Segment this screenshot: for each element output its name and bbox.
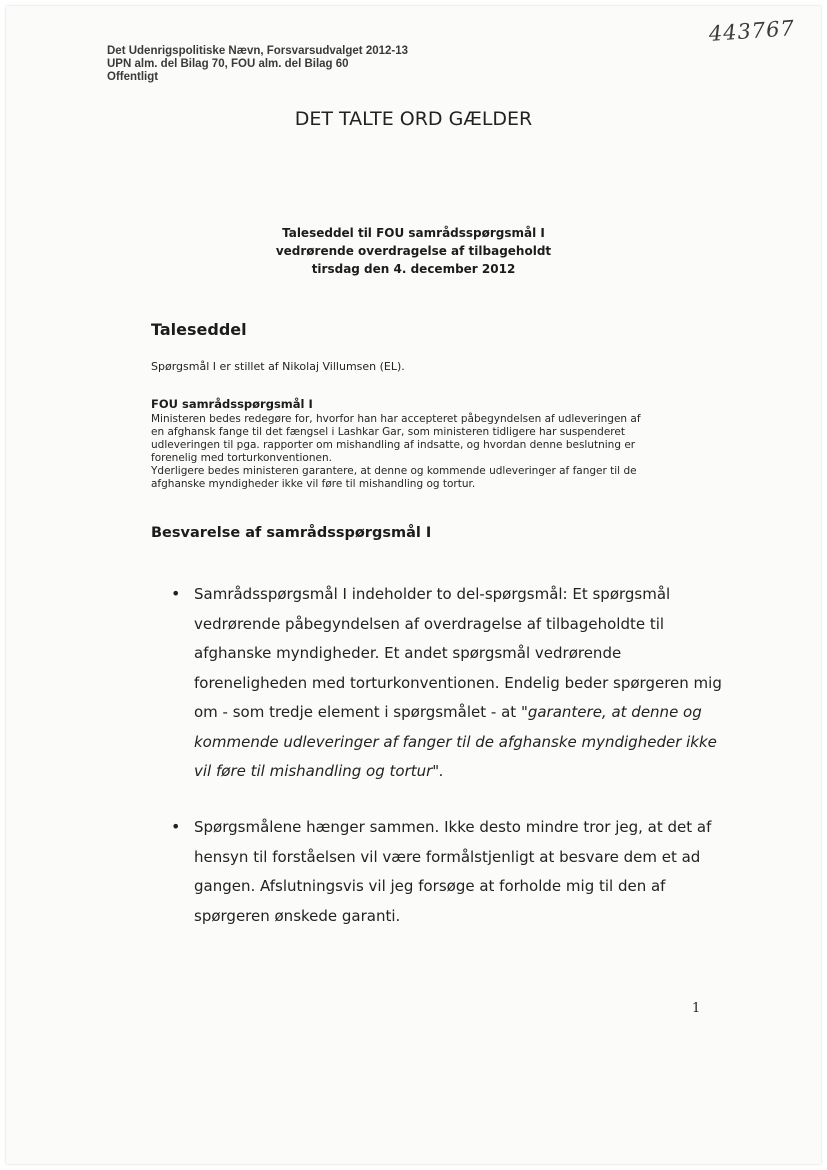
- title-line-1: Taleseddel til FOU samrådsspørgsmål I: [282, 226, 545, 240]
- section-heading-answer: Besvarelse af samrådsspørgsmål I: [151, 525, 432, 541]
- quoted-guarantee: "garantere, at denne og: [520, 703, 702, 721]
- question-line: afghanske myndigheder ikke vil føre til mishandling og tortur.: [151, 478, 476, 490]
- bullet-line: spørgeren ønskede garanti.: [194, 906, 401, 925]
- handwritten-number: 443767: [708, 15, 796, 46]
- document-title: [0, 224, 827, 278]
- page-number: 1: [692, 1001, 701, 1016]
- spoken-word-notice: DET TALTE ORD GÆLDER: [294, 108, 533, 130]
- bullet-line: hensyn til forståelsen vil være formålstjenligt at besvare dem et ad: [194, 847, 701, 866]
- bullet-icon: •: [171, 584, 181, 603]
- question-line: Yderligere bedes ministeren garantere, at denne og kommende udleveringer af fanger til de: [151, 465, 637, 477]
- bullet-line: vedrørende påbegyndelsen af overdragelse af tilbageholdte til: [194, 614, 665, 633]
- title-line-2: vedrørende overdragelse af tilbageholdt: [275, 244, 552, 258]
- bullet-line-quote: kommende udleveringer af fanger til de afghanske myndigheder ikke: [194, 732, 717, 751]
- bullet-line-plain: om - som tredje element i spørgsmålet - at: [194, 703, 521, 721]
- header-line-status: Offentligt: [107, 71, 159, 83]
- question-line: udleveringen til pga. rapporter om mishandling af indsatte, og hvordan denne beslutning er: [151, 439, 636, 451]
- question-line: en afghansk fange til det fængsel i Lashkar Gar, som ministeren tidligere har suspenderet: [151, 426, 625, 438]
- question-line: Ministeren bedes redegøre for, hvorfor han har accepteret påbegyndelsen af udleveringen af: [151, 413, 641, 425]
- section-heading-taleseddel: Taleseddel: [151, 320, 247, 339]
- bullet-line: foreneligheden med torturkonventionen. Endelig beder spørgeren mig: [194, 673, 722, 692]
- bullet-line: [194, 698, 722, 728]
- document-header: [107, 45, 408, 84]
- asked-by-text: Spørgsmål I er stillet af Nikolaj Villumsen (EL).: [151, 360, 405, 373]
- bullet-line-quote: vil føre til mishandling og tortur".: [194, 762, 444, 780]
- bullet-paragraph-1: [194, 580, 722, 787]
- bullet-line: gangen. Afslutningsvis vil jeg forsøge at forholde mig til den af: [194, 877, 666, 895]
- bullet-line: Samrådsspørgsmål I indeholder to del-spørgsmål: Et spørgsmål: [194, 585, 671, 603]
- title-line-3: tirsdag den 4. december 2012: [311, 262, 516, 276]
- bullet-line: afghanske myndigheder. Et andet spørgsmål vedrørende: [194, 644, 622, 662]
- header-line-reference: UPN alm. del Bilag 70, FOU alm. del Bilag 60: [107, 58, 349, 70]
- bullet-paragraph-2: [194, 813, 711, 931]
- header-line-committee: Det Udenrigspolitiske Nævn, Forsvarsudvalget 2012-13: [107, 45, 409, 57]
- question-heading: FOU samrådsspørgsmål I: [151, 397, 313, 411]
- question-line: forenelig med torturkonventionen.: [151, 452, 332, 464]
- bullet-line: Spørgsmålene hænger sammen. Ikke desto mindre tror jeg, at det af: [194, 818, 712, 836]
- question-text: [151, 413, 711, 491]
- bullet-icon: •: [171, 817, 181, 836]
